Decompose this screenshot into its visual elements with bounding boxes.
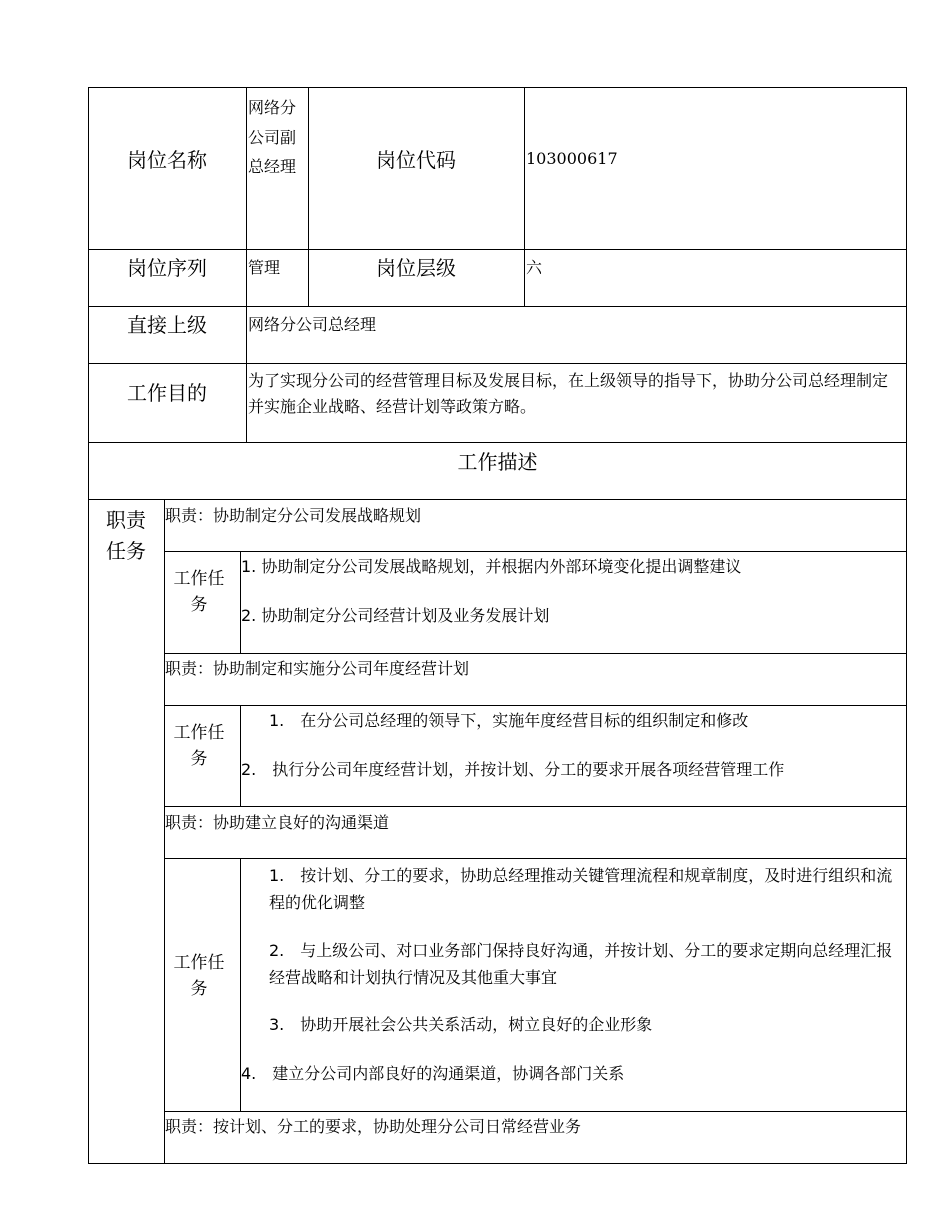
table-right-border [906,87,907,1164]
task-label: 工作任务 [173,723,225,769]
task-col-divider [240,705,241,807]
duty-divider [164,806,907,807]
duty-title: 职责：按计划、分工的要求，协助处理分公司日常经营业务 [165,1117,582,1136]
task-item: 1. 按计划、分工的要求，协助总经理推动关键管理流程和规章制度，及时进行组织和流程的优化调整 [269,866,893,912]
task-item: 2. 执行分公司年度经营计划，并按计划、分工的要求开展各项经营管理工作 [241,760,785,779]
direct-superior-value: 网络分公司总经理 [248,315,377,334]
task-item: 1. 协助制定分公司发展战略规划，并根据内外部环境变化提出调整建议 [241,557,742,576]
duty-divider [164,705,907,706]
task-label: 工作任务 [173,569,225,615]
table-left-border [88,87,89,1164]
task-item: 1. 在分公司总经理的领导下，实施年度经营目标的组织制定和修改 [269,711,749,730]
row-divider [88,499,907,500]
col-divider [524,87,525,307]
duty-divider [164,653,907,654]
task-item: 2. 协助制定分公司经营计划及业务发展计划 [241,606,550,625]
position-level-value: 六 [526,258,543,277]
row-divider [88,363,907,364]
position-code-label: 岗位代码 [376,148,456,172]
position-series-label: 岗位序列 [127,256,207,280]
task-label: 工作任务 [173,953,225,999]
position-name-value: 网络分公司副总经理 [248,98,297,176]
task-item: 3. 协助开展社会公共关系活动，树立良好的企业形象 [269,1015,653,1034]
row-divider [88,306,907,307]
direct-superior-label: 直接上级 [127,313,207,337]
job-purpose-label: 工作目的 [127,381,207,405]
duties-label: 职责任务 [106,508,146,563]
task-item: 2. 与上级公司、对口业务部门保持良好沟通，并按计划、分工的要求定期向总经理汇报经营战略和计划执行情况及其他重大事宜 [269,941,893,987]
position-level-label: 岗位层级 [376,256,456,280]
position-name-label: 岗位名称 [127,148,207,172]
duty-title: 职责：协助建立良好的沟通渠道 [165,813,390,832]
duty-divider [164,551,907,552]
task-item: 4. 建立分公司内部良好的沟通渠道，协调各部门关系 [241,1064,625,1083]
row-divider [88,249,907,250]
position-series-value: 管理 [248,258,281,277]
position-code-value: 103000617 [526,149,618,168]
job-purpose-value: 为了实现分公司的经营管理目标及发展目标，在上级领导的指导下，协助分公司总经理制定并实施企业战略、经营计划等政策方略。 [248,371,889,416]
table-bottom-border [88,1163,907,1164]
description-title: 工作描述 [457,450,538,474]
col-divider [246,87,247,443]
row-divider [88,442,907,443]
table-top-border [88,87,907,88]
duty-title: 职责：协助制定分公司发展战略规划 [165,506,422,525]
duty-divider [164,1111,907,1112]
duty-title: 职责：协助制定和实施分公司年度经营计划 [165,659,470,678]
duty-divider [164,858,907,859]
